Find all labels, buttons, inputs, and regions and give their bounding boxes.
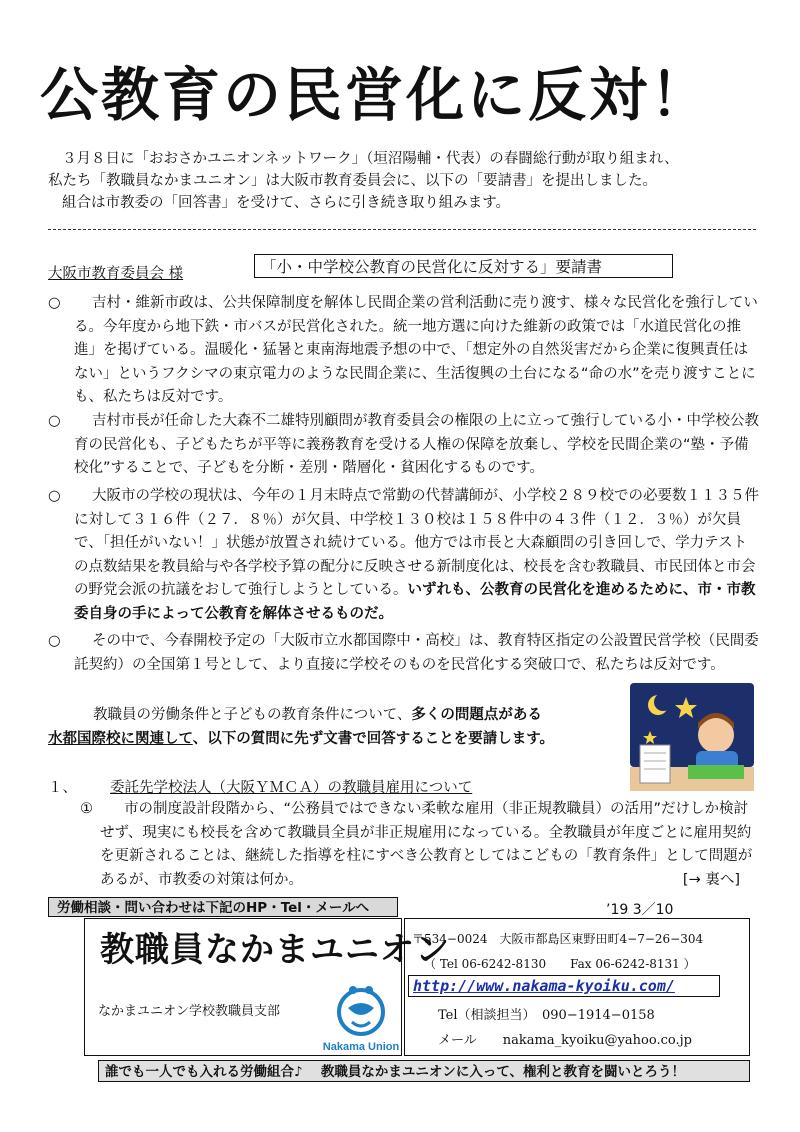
contact-banner: 労働相談・問い合わせは下記のHP・Tel・メールへ [48,897,398,917]
intro-line: 私たち「教職員なかまユニオン」は大阪市教育委員会に、以下の「要請書」を提出しました。 [48,173,657,189]
request-statement [48,703,648,751]
question-1 [80,798,760,892]
address: 〒534−0024 大阪市都島区東野田町4−7−26−304 [412,932,704,946]
paragraph-4 [48,630,760,677]
nakama-union-logo [322,982,400,1054]
section-title: 委託先学校法人（大阪ＹＭＣＡ）の教職員雇用について [110,780,473,796]
paragraph-text [48,485,760,627]
addressee: 大阪市教育委員会 様 [48,266,184,282]
request-text-2: 、以下の質問に先ず文書で回答することを要請します。 [192,731,555,747]
paragraph-body: 大阪市の学校の現状は、今年の１月末時点で常勤の代替講師が、小学校２８９校での必要数１１３５件に対して３１６件（２７．８％）が欠員、中学校１３０校は１５８件中の４３件（１２．３％）が欠員で、「担任がいない！」状態が放置され続けている。他方では市長と大森顧問の引き回しで、学力テストの点数結果を教員給与や各学校予算の配分に反映させる新制度化は、校長を含む教職員、市民団体と市会の野党会派の抗議をおして強行しようとしている。 [74,488,759,599]
divider [48,229,756,230]
request-emphasis: 多くの問題点がある [411,707,542,723]
mail-label: メール [438,1033,477,1048]
intro-line: ３月８日に「おおさかユニオンネットワーク」（垣沼陽輔・代表）の春闘総行動が取り組まれ、 [62,151,679,167]
question-text: 市の制度設計段階から、“公務員ではできない柔軟な雇用（非正規教職員）の活用”だけしか検討せず、現実にも校長を含めて教職員全員が非正規雇用になっている。全教職員が年度ごとに雇用契約を更新されることは、継続した指導を柱にすべき公教育としてはこどもの「教育条件」として問題があるが、市教委の対策は何か。 [100,801,753,888]
bullet: ○ [48,413,61,429]
email-link[interactable]: nakama_kyoiku@yahoo.co.jp [502,1033,692,1048]
paragraph-emphasis: いずれも、公教育の民営化を進めるために、市・市教委自身の手によって公教育を解体させるものだ。 [74,582,756,622]
logo-text: Nakama Union [322,1041,400,1053]
website-link[interactable]: http://www.nakama-kyoiku.com/ [408,975,720,997]
union-name: 教職員なかまユニオン [100,930,450,970]
section-number: １、 [48,780,77,796]
paragraph-text: 吉村・維新市政は、公共保障制度を解体し民間企業の営利活動に売り渡す、様々な民営化を強行している。今年度から地下鉄・市バスが民営化された。統一地方選に向けた維新の政策では「水道民営化の推進」を掲げている。温暖化・猛暑と東南海地震予想の中で、「想定外の自然災害だから企業に復興責任はない」というフクシマの東京電力のような民間企業に、生活復興の土台になる“命の水”を売り渡すことにも、私たちは反対です。 [74,295,758,406]
paragraph-3 [48,485,760,627]
bullet: ○ [48,633,61,649]
tel-fax: （ Tel 06-6242-8130 Fax 06-6242-8131 ） [424,957,696,971]
footer-banner: 誰でも一人でも入れる労働組合♪ 教職員なかまユニオンに入って、権利と教育を闘いとろう！ [98,1060,750,1082]
paragraph-1 [48,292,760,410]
bullet: ○ [48,488,61,504]
date: ’19 3／10 [606,902,674,918]
intro-text [48,148,768,214]
intro-line: 組合は市教委の「回答書」を受けて、さらに引き続き取り組みます。 [62,195,511,211]
section-1-heading [48,776,472,797]
paragraph-2 [48,410,760,481]
branch-name: なかまユニオン学校教職員支部 [98,1004,281,1019]
continued-note: [→ 裏へ] [682,871,740,888]
bullet: ○ [48,295,61,311]
paragraph-text: その中で、今春開校予定の「大阪市立水都国際中・高校」は、教育特区指定の公設置民営学校（民間委託契約）の全国第１号として、より直接に学校そのものを民営化する突破口で、私たちは反対です。 [74,633,759,673]
paragraph-text: 吉村市長が任命した大森不二雄特別顧問が教育委員会の権限の上に立って強行している小・中学校公教育の民営化も、子どもたちが平等に義務教育を受ける人権の保障を放棄し、学校を民間企業の“塾・予備校化”することで、子どもを分断・差別・階層化・貧困化するものです。 [74,413,759,477]
tel-contact: Tel（相談担当） 090−1914−0158 [438,1008,655,1023]
night-study-illustration [630,683,754,791]
request-text: 教職員の労働条件と子どもの教育条件について、 [93,707,412,723]
question-number: ① [80,801,93,817]
mail-line [438,1029,692,1048]
request-title: 「小・中学校公教育の民営化に反対する」要請書 [254,254,673,278]
page-title: 公教育の民営化に反対！ [40,61,712,129]
request-underline: 水都国際校に関連して [48,731,193,747]
